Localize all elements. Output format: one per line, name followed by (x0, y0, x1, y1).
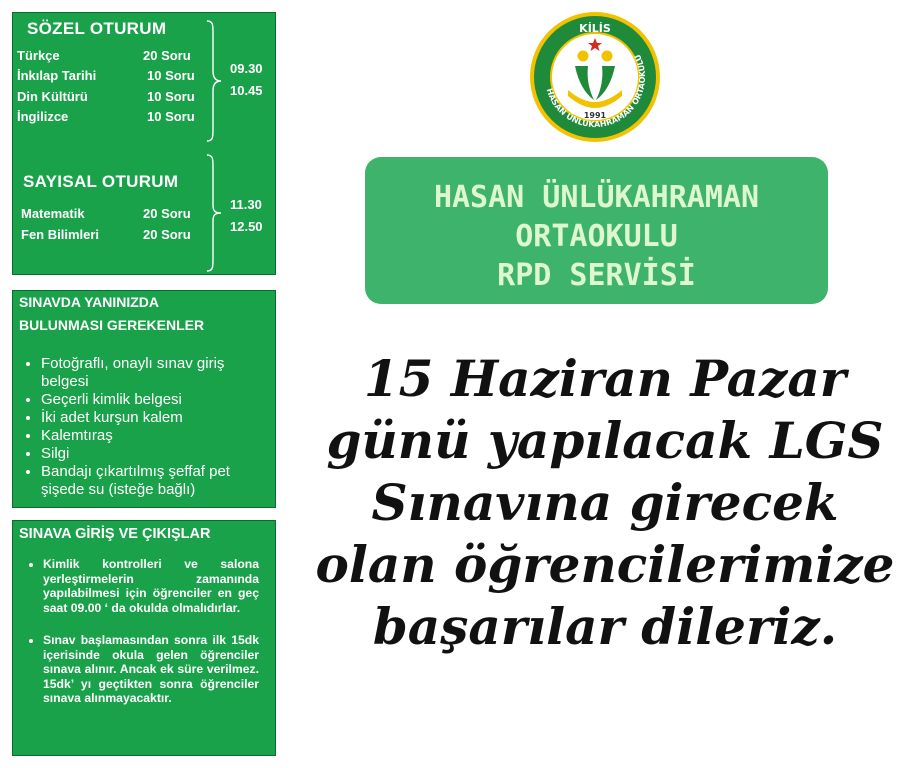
required-items-list (21, 355, 275, 499)
subject-name: İngilizce (17, 109, 69, 124)
verbal-end-time: 10.45 (230, 83, 263, 98)
school-logo (528, 10, 662, 144)
question-count: 10 Soru (147, 68, 195, 83)
entry-exit-panel (12, 520, 276, 756)
numerical-start-time: 11.30 (230, 197, 262, 212)
list-item: • Kalemtıraş (41, 427, 275, 445)
exam-schedule-panel (12, 12, 276, 275)
subject-name: Fen Bilimleri (21, 227, 100, 242)
banner-line: ORTAOKULU (515, 219, 678, 254)
list-item: • Geçerli kimlik belgesi (41, 391, 275, 409)
entry-exit-title: SINAVA GİRİŞ VE ÇIKIŞLAR (19, 526, 211, 542)
banner-line: HASAN ÜNLÜKAHRAMAN (433, 180, 760, 215)
brace-icon (205, 19, 227, 143)
required-items-title: SINAVDA YANINIZDA (19, 294, 160, 310)
main-message (300, 348, 910, 658)
question-count: 20 Soru (143, 206, 191, 221)
required-items-panel (12, 290, 276, 508)
brace-icon (205, 153, 227, 273)
subject-name: Türkçe (17, 48, 60, 63)
question-count: 10 Soru (147, 89, 195, 104)
logo-year: 1991 (583, 111, 607, 120)
figure-head-icon (602, 51, 613, 62)
required-items-title: BULUNMASI GEREKENLER (19, 317, 205, 333)
list-item: • Silgi (41, 445, 275, 463)
subject-name: Din Kültürü (17, 89, 88, 104)
numerical-end-time: 12.50 (230, 219, 263, 234)
list-item: • İki adet kurşun kalem (41, 409, 275, 427)
list-item: • Fotoğraflı, onaylı sınav giriş belgesi (41, 355, 275, 391)
message-line: başarılar dileriz. (372, 597, 838, 656)
verbal-start-time: 09.30 (230, 61, 263, 76)
question-count: 20 Soru (143, 48, 191, 63)
subject-name: İnkılap Tarihi (17, 68, 97, 83)
logo-ring-text: HASAN ÜNLÜKAHRAMAN ORTAOKULU (544, 52, 648, 130)
numerical-session-title: SAYISAL OTURUM (23, 172, 179, 191)
entry-exit-rules (21, 557, 259, 724)
logo-top-text: KİLİS (579, 22, 611, 35)
verbal-session-title: SÖZEL OTURUM (27, 19, 167, 38)
list-item: • Bandajı çıkartılmış şeffaf pet şişede su (isteğe bağlı) (41, 463, 275, 499)
question-count: 10 Soru (147, 109, 195, 124)
message-line: Sınavına girecek (371, 473, 839, 532)
list-item: • Sınav başlamasından sonra ilk 15dk içerisinde okula gelen öğrenciler sınava alınır. Ancak ek süre verilmez. 15dk’ yı geçtikten sonra öğrenciler sınava alınmayacaktır. (43, 633, 259, 706)
school-banner (365, 157, 828, 304)
question-count: 20 Soru (143, 227, 191, 242)
message-line: günü yapılacak LGS (326, 411, 884, 470)
list-item: • Kimlik kontrolleri ve salona yerleştirmelerin zamanında yapılabilmesi için öğrenciler en geç saat 09.00 ‘ da okulda olmalıdırlar. (43, 557, 259, 615)
figure-head-icon (578, 51, 589, 62)
banner-line: RPD SERVİSİ (497, 258, 696, 293)
message-line: 15 Haziran Pazar (363, 349, 847, 408)
subject-name: Matematik (21, 206, 85, 221)
message-line: olan öğrencilerimize (315, 535, 895, 594)
